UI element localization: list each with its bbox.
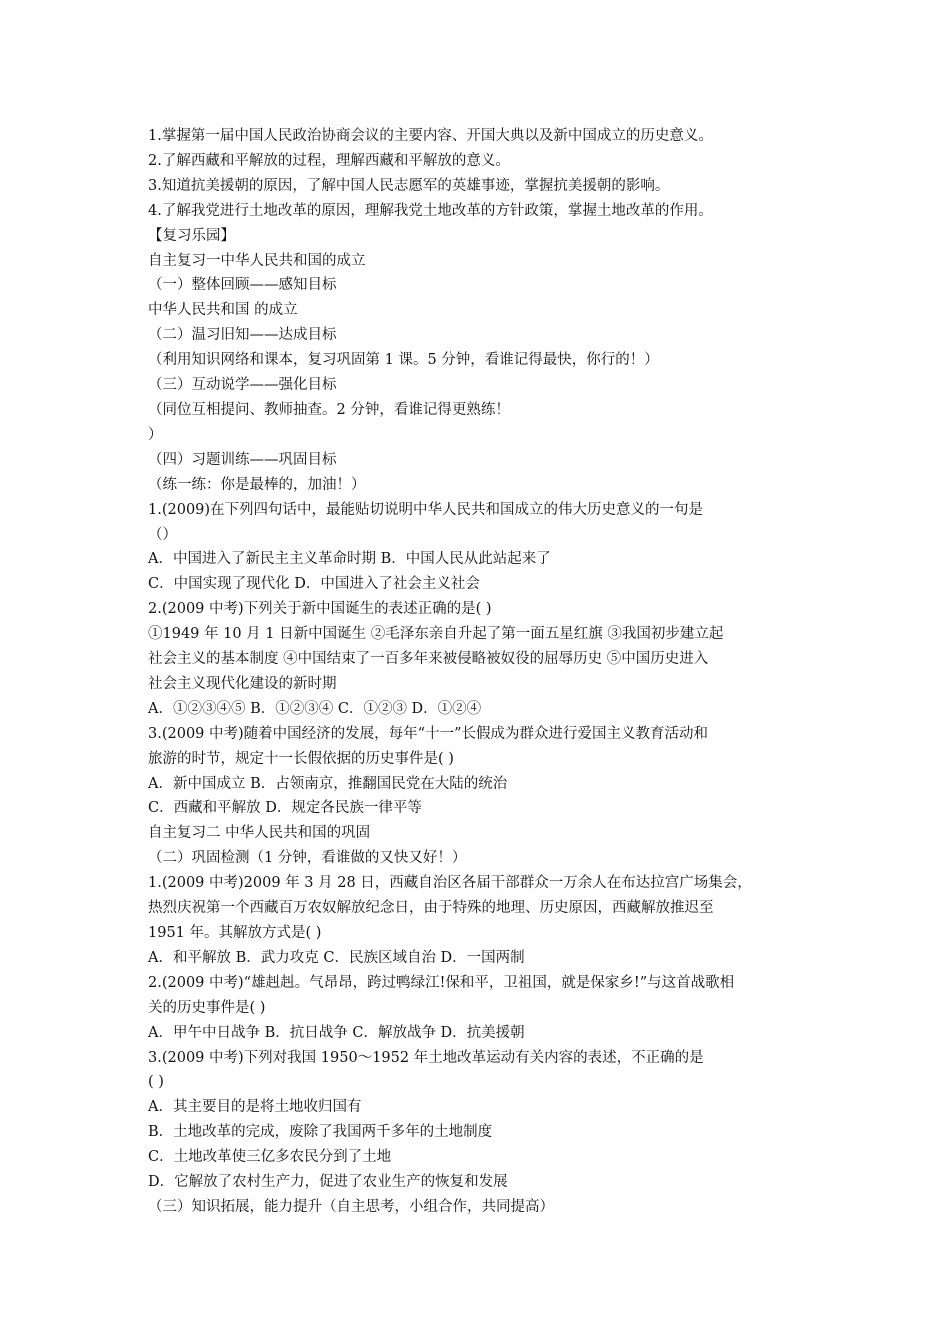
text-line: A．甲午中日战争 B．抗日战争 C．解放战争 D．抗美援朝 <box>148 1024 525 1041</box>
text-line: 社会主义现代化建设的新时期 <box>148 675 337 692</box>
text-line: 3.(2009 中考)随着中国经济的发展，每年“十一”长假成为群众进行爱国主义教育活动和 <box>148 725 708 742</box>
text-line: （三）互动说学——强化目标 <box>148 377 337 394</box>
text-line: ①1949 年 10 月 1 日新中国诞生 ②毛泽东亲自升起了第一面五星红旗 ③我国初步建立起 <box>148 626 724 643</box>
text-line: 3.知道抗美援朝的原因，了解中国人民志愿军的英雄事迹，掌握抗美援朝的影响。 <box>148 177 670 194</box>
text-line: ( ) <box>148 1074 164 1091</box>
text-line: B．土地改革的完成，废除了我国两千多年的土地制度 <box>148 1124 493 1141</box>
text-line: C．中国实现了现代化 D．中国进入了社会主义社会 <box>148 576 480 593</box>
text-line: 自主复习二 中华人民共和国的巩固 <box>148 825 371 842</box>
text-line: 2.(2009 中考)下列关于新中国诞生的表述正确的是( ) <box>148 601 492 618</box>
text-line: A．其主要目的是将土地收归国有 <box>148 1099 362 1116</box>
text-line: 关的历史事件是( ) <box>148 999 266 1016</box>
text-line: D．它解放了农村生产力，促进了农业生产的恢复和发展 <box>148 1174 508 1191</box>
text-line: A．①②③④⑤ B．①②③④ C．①②③ D．①②④ <box>148 700 482 717</box>
text-line: 旅游的时节，规定十一长假依据的历史事件是( ) <box>148 750 454 767</box>
document-body <box>148 124 818 1220</box>
text-line: （二）温习旧知——达成目标 <box>148 327 337 344</box>
text-line: （四）习题训练——巩固目标 <box>148 451 337 468</box>
text-line: 3.(2009 中考)下列对我国 1950～1952 年土地改革运动有关内容的表述，不正确的是 <box>148 1049 704 1066</box>
text-line: C．土地改革使三亿多农民分到了土地 <box>148 1149 392 1166</box>
text-line: 2.了解西藏和平解放的过程，理解西藏和平解放的意义。 <box>148 152 510 169</box>
text-line: ） <box>148 426 163 443</box>
text-line: 社会主义的基本制度 ④中国结束了一百多年来被侵略被奴役的屈辱历史 ⑤中国历史进入 <box>148 651 709 668</box>
text-line: 1.(2009 中考)2009 年 3 月 28 日，西藏自治区各届干部群众一万余人在布达拉宫广场集会， <box>148 875 752 892</box>
text-line: （利用知识网络和课本，复习巩固第 1 课。5 分钟，看谁记得最快，你行的！） <box>148 352 659 369</box>
text-line: （三）知识拓展，能力提升（自主思考，小组合作，共同提高） <box>148 1198 554 1215</box>
text-line: A．中国进入了新民主主义革命时期 B．中国人民从此站起来了 <box>148 551 551 568</box>
text-line: 【复习乐园】 <box>148 227 235 244</box>
text-line: 1951 年。其解放方式是( ) <box>148 925 322 941</box>
text-line: （同位互相提问、教师抽查。2 分钟，看谁记得更熟练！ <box>148 401 510 418</box>
text-line: 自主复习一中华人民共和国的成立 <box>148 252 366 269</box>
text-line: 4.了解我党进行土地改革的原因，理解我党土地改革的方针政策，掌握土地改革的作用。 <box>148 202 713 219</box>
text-line: A．和平解放 B．武力攻克 C．民族区域自治 D．一国两制 <box>148 949 525 966</box>
text-line: （一）整体回顾——感知目标 <box>148 277 337 294</box>
text-line: （练一练：你是最棒的，加油！） <box>148 476 366 493</box>
text-line: （） <box>148 526 177 543</box>
text-line: C．西藏和平解放 D．规定各民族一律平等 <box>148 800 422 817</box>
text-line: 1.掌握第一届中国人民政治协商会议的主要内容、开国大典以及新中国成立的历史意义。 <box>148 128 713 144</box>
text-line: A．新中国成立 B．占领南京，推翻国民党在大陆的统治 <box>148 775 508 792</box>
text-line: 中华人民共和国 的成立 <box>148 302 298 319</box>
text-line: （二）巩固检测（1 分钟，看谁做的又快又好！） <box>148 850 467 867</box>
text-line: 热烈庆祝第一个西藏百万农奴解放纪念日，由于特殊的地理、历史原因，西藏解放推迟至 <box>148 900 714 917</box>
text-line: 1.(2009)在下列四句话中，最能贴切说明中华人民共和国成立的伟大历史意义的一句是 <box>148 501 704 518</box>
text-line: 2.(2009 中考)“雄赳赳。气昂昂，跨过鸭绿江!保和平，卫祖国，就是保家乡!”与这首战歌相 <box>148 974 735 991</box>
